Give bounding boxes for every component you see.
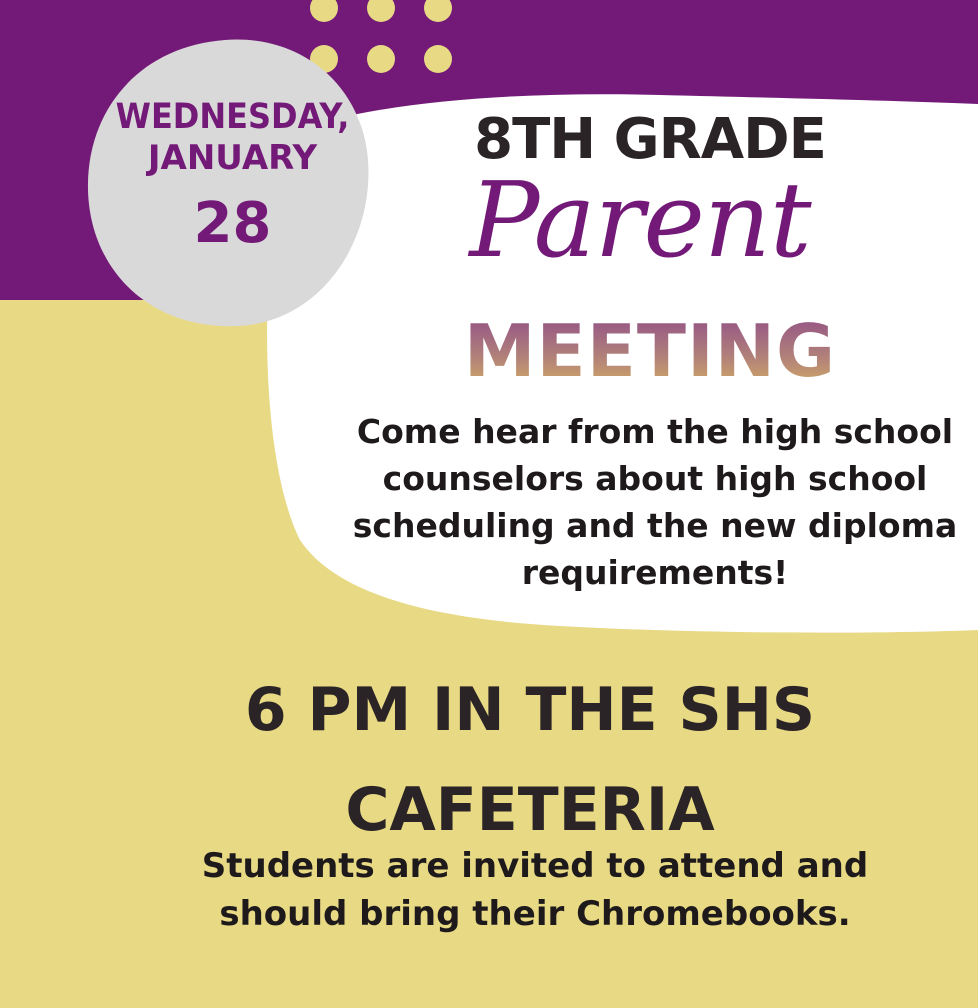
date-month: JANUARY	[147, 138, 318, 178]
meeting-description: Come hear from the high school counselors about high school scheduling and the new diploma requirements!	[352, 412, 958, 592]
time-and-location	[200, 660, 860, 860]
heading-grade: 8TH GRADE	[474, 107, 826, 172]
time-location-line-1: 6 PM IN THE SHS	[244, 675, 816, 745]
students-note-line-2: should bring their Chromebooks.	[219, 894, 851, 934]
date-day: 28	[193, 191, 272, 256]
students-note-line-1: Students are invited to attend and	[201, 846, 869, 886]
time-location-line-2: CAFETERIA	[345, 775, 715, 845]
students-note	[140, 842, 930, 938]
heading-meeting: MEETING	[420, 308, 880, 394]
date-weekday: WEDNESDAY,	[115, 95, 350, 137]
heading-parent-script: Parent	[469, 159, 811, 281]
event-date	[100, 96, 365, 264]
